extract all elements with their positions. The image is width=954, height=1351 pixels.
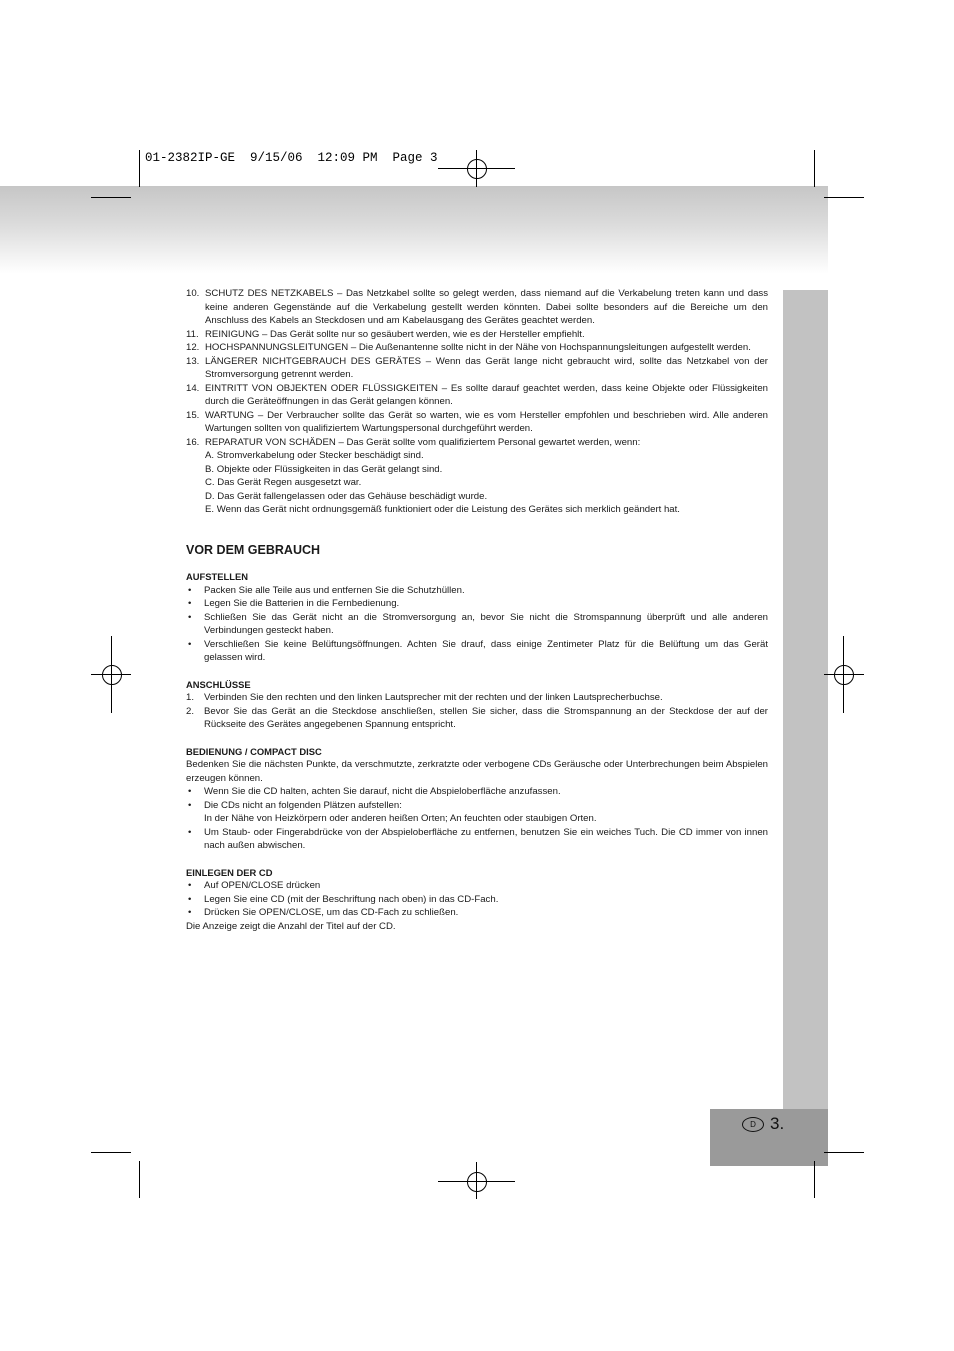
page-number-text: 3.	[770, 1114, 785, 1133]
page-content	[186, 287, 768, 933]
aufstellen-list	[186, 584, 768, 665]
bullet: •	[188, 638, 192, 650]
crop-mark	[814, 150, 815, 187]
bedienung-list	[186, 785, 768, 853]
item-text: HOCHSPANNUNGSLEITUNGEN – Die Außenantenne sollte nicht in der Nähe von Hochspannungsleitungen aufgestellt werden.	[205, 342, 751, 353]
sub-item: A. Stromverkabelung oder Stecker beschädigt sind.	[205, 450, 424, 461]
subheading-anschluesse: ANSCHLÜSSE	[186, 678, 251, 690]
list-item	[186, 893, 768, 907]
sub-item: B. Objekte oder Flüssigkeiten in das Gerät gelangt sind.	[205, 463, 443, 475]
crop-mark	[91, 197, 131, 198]
subheading-einlegen: EINLEGEN DER CD	[186, 866, 273, 878]
bullet: •	[188, 611, 192, 623]
list-item	[186, 584, 768, 598]
item-continuation: In der Nähe von Heizkörpern oder anderen heißen Orten; An feuchten oder staubigen Orten.	[204, 813, 597, 824]
item-text: Die CDs nicht an folgenden Plätzen aufstellen:	[204, 799, 402, 811]
einlegen-list	[186, 879, 768, 920]
bullet: •	[188, 907, 192, 918]
item-text: SCHUTZ DES NETZKABELS – Das Netzkabel sollte so gelegt werden, dass niemand auf die Verkabelung treten kann und dass keine anderen Gegenstände auf die Verkabelung gestellt werden könnten. Dabei sollte besonders auf die Bereiche um den Anschluss des Kabels an Steckdosen und am Kabelausgang des Gerätes geachtet werden.	[205, 288, 768, 326]
item-number: 15.	[186, 409, 200, 421]
crop-mark	[139, 1161, 140, 1198]
item-text: Legen Sie die Batterien in die Fernbedienung.	[204, 598, 400, 609]
item-text: Schließen Sie das Gerät nicht an die Stromversorgung an, bevor Sie nicht die Stromspannung überprüft und alle anderen Verbindungen gesteckt haben.	[204, 611, 768, 636]
print-slug: 01-2382IP-GE 9/15/06 12:09 PM Page 3	[145, 151, 438, 165]
sub-item: E. Wenn das Gerät nicht ordnungsgemäß funktioniert oder die Leistung des Gerätes sich merklich geändert hat.	[205, 504, 680, 515]
list-item	[186, 705, 768, 732]
crop-mark	[814, 1161, 815, 1198]
item-number: 14.	[186, 382, 200, 394]
item-text: REPARATUR VON SCHÄDEN – Das Gerät sollte vom qualifiziertem Personal gewartet werden, wenn:	[205, 436, 641, 448]
registration-circle	[102, 665, 122, 685]
bedienung-intro: Bedenken Sie die nächsten Punkte, da verschmutzte, zerkratzte oder verbogene CDs Geräusche oder Unterbrechungen beim Abspielen erzeugen können.	[186, 759, 768, 784]
list-item	[186, 382, 768, 409]
side-tab-bar	[783, 290, 828, 1110]
item-number: 10.	[186, 288, 200, 299]
crop-mark	[824, 197, 864, 198]
list-item	[186, 355, 768, 382]
item-text: Bevor Sie das Gerät an die Steckdose anschließen, stellen Sie sicher, dass die Stromspannung an der Steckdose der auf der Rückseite des Gerätes angegebenen Spannung entspricht.	[204, 705, 768, 730]
bullet: •	[188, 584, 192, 596]
bullet: •	[188, 598, 192, 609]
bullet: •	[188, 799, 192, 811]
item-text: Legen Sie eine CD (mit der Beschriftung nach oben) in das CD-Fach.	[204, 893, 499, 905]
list-item	[186, 826, 768, 853]
list-item	[186, 436, 768, 450]
bullet: •	[188, 826, 192, 838]
item-number: 12.	[186, 342, 200, 353]
item-text: LÄNGERER NICHTGEBRAUCH DES GERÄTES – Wenn das Gerät lange nicht gebraucht wird, sollte das Netzkabel von der Stromversorgung getrennt werden.	[205, 355, 768, 380]
repair-conditions-list	[186, 449, 768, 517]
section-title: VOR DEM GEBRAUCH	[186, 542, 321, 557]
item-text: Auf OPEN/CLOSE drücken	[204, 880, 321, 891]
list-item	[186, 611, 768, 638]
item-text: REINIGUNG – Das Gerät sollte nur so gesäubert werden, wie es der Hersteller empfiehlt.	[205, 328, 585, 340]
item-text: Packen Sie alle Teile aus und entfernen Sie die Schutzhüllen.	[204, 584, 465, 596]
item-number: 16.	[186, 436, 200, 448]
list-item	[186, 879, 768, 893]
anschluesse-list	[186, 691, 768, 732]
list-item	[186, 287, 768, 328]
item-number: 2.	[186, 705, 195, 717]
item-text: Verbinden Sie den rechten und den linken Lautsprecher mit der rechten und der linken Lautsprecherbuchse.	[204, 692, 663, 703]
sub-item: D. Das Gerät fallengelassen oder das Gehäuse beschädigt wurde.	[205, 490, 488, 502]
registration-circle	[467, 159, 487, 179]
item-text: Um Staub- oder Fingerabdrücke von der Abspieloberfläche zu entfernen, benutzen Sie ein weiches Tuch. Die CD immer von innen nach außen abwischen.	[204, 826, 768, 851]
list-item	[186, 785, 768, 799]
crop-mark	[91, 1152, 131, 1153]
list-item	[186, 906, 768, 920]
bullet: •	[188, 880, 192, 891]
item-text: EINTRITT VON OBJEKTEN ODER FLÜSSIGKEITEN – Es sollte darauf geachtet werden, dass keine Objekte oder Flüssigkeiten durch die Geräteöffnungen in das Gerät gelangen können.	[205, 382, 768, 407]
header-gradient-band	[0, 186, 828, 274]
item-number: 1.	[186, 692, 195, 703]
list-item	[186, 597, 768, 611]
page-number	[742, 1114, 784, 1134]
language-badge: D	[742, 1117, 764, 1132]
bullet: •	[188, 786, 192, 797]
item-text: Drücken Sie OPEN/CLOSE, um das CD-Fach zu schließen.	[204, 907, 459, 918]
list-item	[186, 341, 768, 355]
list-item	[186, 691, 768, 705]
crop-mark	[824, 1152, 864, 1153]
list-item	[186, 409, 768, 436]
subheading-aufstellen: AUFSTELLEN	[186, 571, 248, 582]
item-number: 11.	[186, 328, 199, 340]
registration-circle	[467, 1172, 487, 1192]
safety-numbered-list	[186, 287, 768, 517]
bullet: •	[188, 893, 192, 905]
list-item	[186, 328, 768, 342]
sub-item: C. Das Gerät Regen ausgesetzt war.	[205, 477, 362, 488]
list-item	[186, 799, 768, 813]
einlegen-note: Die Anzeige zeigt die Anzahl der Titel auf der CD.	[186, 920, 396, 932]
subheading-bedienung: BEDIENUNG / COMPACT DISC	[186, 745, 322, 757]
registration-circle	[834, 665, 854, 685]
item-number: 13.	[186, 355, 200, 367]
item-text: Verschließen Sie keine Belüftungsöffnungen. Achten Sie drauf, dass einige Zentimeter Platz für die Belüftung um das Gerät gelassen wird.	[204, 638, 768, 663]
crop-mark	[139, 150, 140, 187]
item-text: Wenn Sie die CD halten, achten Sie darauf, nicht die Abspieloberfläche anzufassen.	[204, 786, 561, 797]
list-item	[186, 638, 768, 665]
item-text: WARTUNG – Der Verbraucher sollte das Gerät so warten, wie es vom Hersteller empfohlen und beschrieben wird. Alle anderen Wartungen sollten von qualifiziertem Wartungspersonal durchgeführt werden.	[205, 409, 768, 434]
